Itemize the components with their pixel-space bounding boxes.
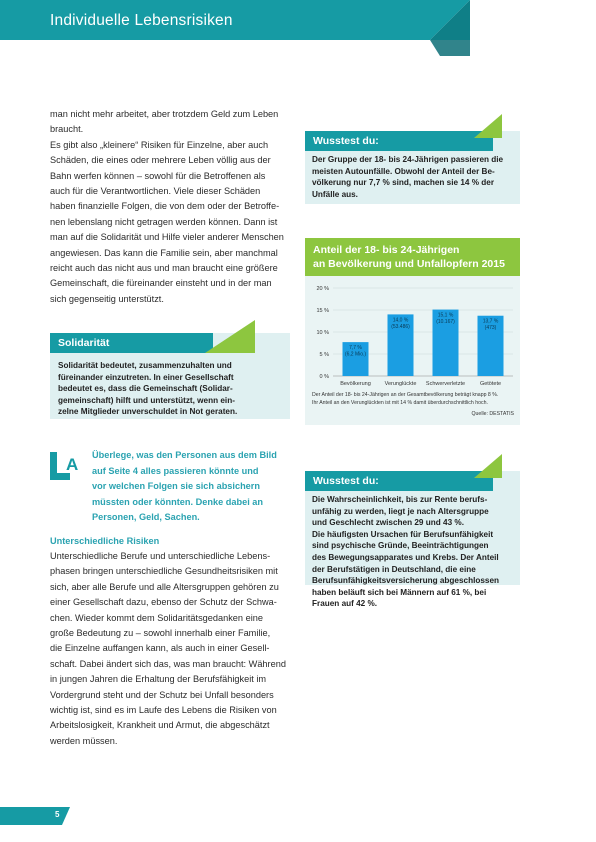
wusstest-box-1 — [305, 131, 520, 204]
solidaritaet-heading: Solidarität — [50, 333, 213, 353]
y-tick-label: 0 % — [319, 374, 329, 380]
intro-text: man nicht mehr arbeitet, aber trotzdem Geld zum Leben braucht. Es gibt also „kleinere“ Risiken für Einzelne, aber auch Schäden, die eines oder mehrere Leben völlig aus der Bahn werfen können – sowohl für die Betroffenen als auch für die Verantwortlichen. Viele dieser Schäden haben finanzielle Folgen, die von dem oder der Betroffe- nen lebenslang nicht getragen werden können. Dann ist man auf die Solidarität und Hilfe vieler anderer Menschen angewiesen. Das kann die Familie sein, aber manchmal reicht auch das nicht aus und man braucht eine größere Gemeinschaft, die füreinander einsteht und in der man sich gegenseitig unterstützt. — [50, 109, 284, 304]
bar-data-label: 7,7 % — [349, 345, 362, 352]
wusstest-2-corner-triangle — [474, 454, 502, 478]
wusstest-text-1: Der Gruppe der 18- bis 24-Jährigen passieren die meisten Autounfälle. Obwohl der Anteil der Be- völkerung nur 7,7 % sind, machen sie 14 % der Unfälle aus. — [312, 155, 504, 199]
wusstest-box-2 — [305, 471, 520, 609]
section-title: Unterschiedliche Risiken — [50, 536, 160, 546]
bar-data-label: (10.167) — [436, 319, 455, 326]
wusstest-heading-2: Wusstest du: — [305, 471, 493, 491]
y-tick-label: 20 % — [316, 286, 329, 292]
intro-paragraph — [50, 107, 290, 307]
y-tick-label: 10 % — [316, 330, 329, 336]
bar-chart — [305, 276, 520, 392]
page-number: 5 — [55, 810, 60, 819]
x-category-label: Getötete — [479, 381, 502, 387]
chart-source: Quelle: DESTATIS — [471, 411, 514, 417]
y-tick-label: 5 % — [319, 352, 329, 358]
bar-data-label: (53.486) — [391, 323, 410, 330]
wusstest-heading-1: Wusstest du: — [305, 131, 493, 151]
wusstest-1-corner-triangle — [474, 114, 502, 138]
chart-title: Anteil der 18- bis 24-Jährigen an Bevölkerung und Unfallopfern 2015 — [313, 244, 505, 270]
risks-paragraph — [50, 549, 290, 749]
solidaritaet-text: Solidarität bedeutet, zusammenzuhalten und füreinander einzutreten. In einer Gesellschaft bedeutet es, dass die Gemeinschaft (Solidar- gemeinschaft) hilft und unterstützt, wenn ein- zelne Mitglieder unverschuldet in Not geraten. — [58, 361, 238, 417]
page-header — [0, 0, 596, 58]
page-number-badge — [0, 807, 70, 825]
task-icon-letter: A — [66, 455, 78, 474]
bar-data-label: 15,1 % — [437, 312, 454, 319]
task-text: Überlege, was den Personen aus dem Bild auf Seite 4 alles passieren könnte und vor welchen Folgen sie sich absichern müssten oder könnten. Denke dabei an Personen, Geld, Sachen. — [92, 450, 277, 523]
x-category-label: Verunglückte — [384, 381, 417, 387]
y-tick-label: 15 % — [316, 308, 329, 314]
bar-data-label: (473) — [484, 325, 497, 332]
risks-text: Unterschiedliche Berufe und unterschiedliche Lebens- phasen bringen unterschiedliche Gesundheitsrisiken mit sich, aber alle Berufe und alle Altersgruppen gehören zu einer Gesellschaft dazu, ebenso der Schutz der Schwa- chen. Wieder kommt dem Solidaritätsgedanken eine große Bedeutung zu – sowohl innerhalb einer Familie, die Einzelne auffangen kann, als auch in einer Gesell- schaft. Dabei ändert sich das, was man braucht: Während in jungen Jahren die Erhaltung der Berufsfähigkeit im Vordergrund steht und der Schutz bei Unfall besonders wichtig ist, sind es im Laufe des Lebens die Risiken von Arbeitslosigkeit, Krankheit und Armut, die abgeschätzt werden müssen. — [50, 551, 286, 746]
wusstest-text-2: Die Wahrscheinlichkeit, bis zur Rente berufs- unfähig zu werden, liegt je nach Altersgruppe und Geschlecht zwischen 29 und 43 %. Die häufigsten Ursachen für Berufsunfähigkeit sind psychische Gründe, Beeinträchtigungen des Bewegungsapparates und Krebs. Der Anteil der Berufstätigen in Deutschland, die eine Berufsunfähigkeitsversicherung abgeschlossen haben beläuft sich bei Männern auf 61 %, bei Frauen auf 42 %. — [312, 495, 500, 609]
x-category-label: Schwerverletzte — [425, 381, 466, 387]
x-category-label: Bevölkerung — [340, 381, 371, 387]
bar-data-label: (6,2 Mio.) — [344, 351, 367, 358]
solidaritaet-corner-triangle — [205, 320, 255, 353]
chart-note: Der Anteil der 18- bis 24-Jährigen an der Gesamtbevölkerung beträgt knapp 8 %. Ihr Anteil an den Verunglückten ist mit 14 % damit überdurchschnittlich hoch. — [312, 392, 499, 406]
page-title: Individuelle Lebensrisiken — [50, 12, 233, 29]
task-icon — [50, 452, 78, 480]
bar-data-label: 13,7 % — [482, 318, 499, 325]
bar-data-label: 14,0 % — [392, 317, 409, 324]
